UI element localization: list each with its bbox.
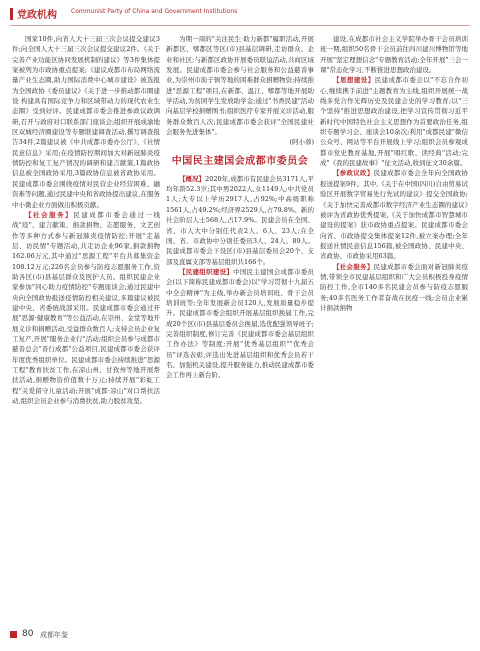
paragraph: [320, 75, 468, 168]
text-column-2: [166, 34, 314, 614]
section-keyword: 【参政议政】: [333, 169, 374, 178]
paragraph: 为期一周的"关注民生·助力新都"履职活动,开展新都区、郫都区等区(市)县基层调研,走访群众、企业和社区;与新都区政协开展委员联谊活动,共商区域发展。民建成都市委会参与社会服务和公益慈善事业,为崇州市街子镇等地的困难群众捐赠物资;持续推进"思源工程"项目,在新都、温江、郫都等地开展助学活动,为贫困学生发放助学金;通过"书香民建"活动向基层学校捐赠图书;组织医疗专家开展义诊活动,服务群众数百人次;民建成都市委会获评"全国民建社会服务先进集体"。: [166, 35, 314, 137]
page-footer: [0, 628, 480, 648]
paragraph: [166, 174, 314, 267]
paragraph: [12, 210, 160, 407]
paragraph: 国家10件,向省人大十三届三次会议提交建议3件;向全国人大十三届三次会议提交建议2件。《关于完善产业功能区协同发展机制的建议》等3件集体提案被列为市政协重点提案;《建议成都市布局网络流量产业生态圈,助力国际消费中心城市建设》被选报为全国政协《委员建议》《关于进一步推动都市圈建设 构建具有国际竞争力和区域带动力的现代农业生态圈》受到好评。民建成都市委会推进参政议政调研,召开与政府对口联系部门座谈会;组织开展成渝地区双城经济圈建设等专题联建调查活动,撰写调查报告34件,2篇建议被《中共成都市委办公厅》、《社情民意信息》采用;在疫情防控期间加大对新冠肺炎疫情防控和复工复产情况的调研和建言献策,1篇政协信息被全国政协采用,3篇政协信息被省政协采用。民建成都市委会围绕疫情对民营企业经营困难、融资难等问题,通过民建中央和省政协提出建议,在服务中小微企业方面做出积极贡献。: [12, 35, 160, 209]
publication-name: 成都年鉴: [40, 631, 68, 639]
header-divider: [10, 25, 470, 26]
section-keyword: 【概况】: [179, 174, 206, 183]
paragraph-text: 民建成都市委会面对新冠肺炎疫情,带领全市民建基层组织和广大会员积极投身疫情防控工作,全市140多名民建会员参与防疫志愿服务;40多名医务工作者奋战在抗疫一线;会员企业累计捐款捐物: [320, 262, 468, 312]
paragraph-text: 中国民主建国会成都市委员会(以下简称民建成都市委会)以"学习贯彻十九届五中全会精神"为主线,举办新会员培训班、骨干会员培训班等;全年发展新会员120人,发展质量稳步提升。民建成都市委会组织开展基层组织换届工作,完成20个区(市)县基层委员会换届,选优配强领导班子;完善组织制度,修订完善《民建成都市委会基层组织工作办法》等制度;开展"优秀基层组织""优秀会员"评选表彰,评选出先进基层组织和优秀会员若干名。加强机关建设,提升服务能力,推动民建成都市委会工作再上新台阶。: [166, 267, 314, 380]
text-column-1: [12, 34, 160, 614]
section-keyword: 【社会服务】: [333, 262, 374, 271]
paragraph: [320, 262, 468, 314]
section-keyword: 【民建组织建设】: [179, 267, 234, 276]
section-keyword: 【思想建设】: [333, 76, 375, 85]
paragraph-text: 民建成都市委会全年向全国政协报送提案9件。其中,《关于在中国(四川)自由贸易试验区开展数字贸易先行先试的建议》提交全国政协;《关于加快完善成都市数字经济产业生态圈的建议》被评为省政协优秀提案,《关于加快成都市智慧城市建设的提案》获市政协重点提案。民建成都市委会向省、市政协提交集体提案12件,被立案办理;全年报送社情民意信息156篇,被全国政协、民建中央、省政协、市政协采用63篇。: [320, 169, 468, 261]
page-header: [0, 0, 480, 30]
section-title-en: Communist Party of China and Government Institutions: [71, 8, 238, 15]
paragraph: 建设,在成都市社会主义学院举办骨干会员培训班一期,组织50名骨干会员前往四川建川博物馆等地开展"坚定理想信念"专题教育活动;全年开展"三会一课"常态化学习,不断推进思想政治建设。: [320, 35, 468, 75]
section-title-cn: 党政机构: [17, 10, 57, 21]
paragraph-text: 民建成都市委会以"不忘合作初心,继续携手前进"主题教育为主线,组织开展统一战线多党合作光辉历史及民建会史的学习教育;以"三个坚持"推进思想政治建设,把学习宣传贯彻习近平新时代中国特色社会主义思想作为首要政治任务,组织专题学习会、座谈会10余次;利用"成都民建"微信公众号、网站等平台开展线上学习;组织会员参观成都市党史教育基地,开展"唱红歌、读经典"活动;完成"《我的民建故事》"征文活动,收到征文30余篇。: [320, 76, 468, 168]
author-signature: (阿小蓉): [289, 138, 314, 147]
section-keyword: 【社会服务】: [25, 210, 74, 219]
page-number: 80: [22, 629, 34, 639]
article-title: 中国民主建国会成都市委员会: [171, 155, 309, 167]
paragraph-text: 民建成都市委会通过一线战"疫"、建言献策、捐款捐物、志愿服务、文艺创作等多种方式参与新冠肺炎疫情防控;开展"走基层、访民情"专题活动,共走访企业96家,捐款捐物162.06万元,其中通过"思源工程"平台共募集资金108.12万元;226名会员参与防疫志愿服务工作,资助各区(市)县基层群众及医护人员。组织民建企业家参加"同心助力疫情防控"专题座谈会;通过民建中央向全国政协报送疫情防控相关建议,多篇建议被民建中央、省委统战部采用。民建成都市委会通过开展"思源·健康教育"等公益活动,在崇州、金堂等地开展义诊和捐赠活动,受益群众数百人;支持会员企业复工复产,开展"服务企业行"活动;组织会员参与成都市慈善总会"善行成都"公益项目,民建成都市委会获评年度优秀组织单位。民建成都市委会持续推进"思源工程"教育扶贫工作,在凉山州、甘孜州等地开展帮扶活动,捐赠物资价值数十万元;持续开展"彩虹工程"关爱留守儿童活动;开展"成都·凉山"对口帮扶活动,组织会员企业参与消费扶贫,助力脱贫攻坚。: [12, 210, 160, 406]
paragraph: [320, 168, 468, 261]
paragraph: [166, 267, 314, 381]
footer-marker: [10, 631, 17, 638]
section-marker: [10, 8, 13, 20]
paragraph-text: 2020年,成都市有民建会员3171人,平均年龄52.3岁;其中男2022人,女1149人;中共党员1人;大专以上学历2917人,占92%;中高级职称1561人,占49.2%;经济界2529人,占79.8%。新的社会阶层人士568人,占17.9%。民建会员在全国、省、市人大中分别任代表2人、6人、23人;在全国、省、市政协中分别任委员3人、24人、89人。民建成都市委会下设区(市)县基层委员会20个、支部及直属支部等基层组织共166个。: [166, 174, 314, 266]
text-column-3: [320, 34, 468, 614]
